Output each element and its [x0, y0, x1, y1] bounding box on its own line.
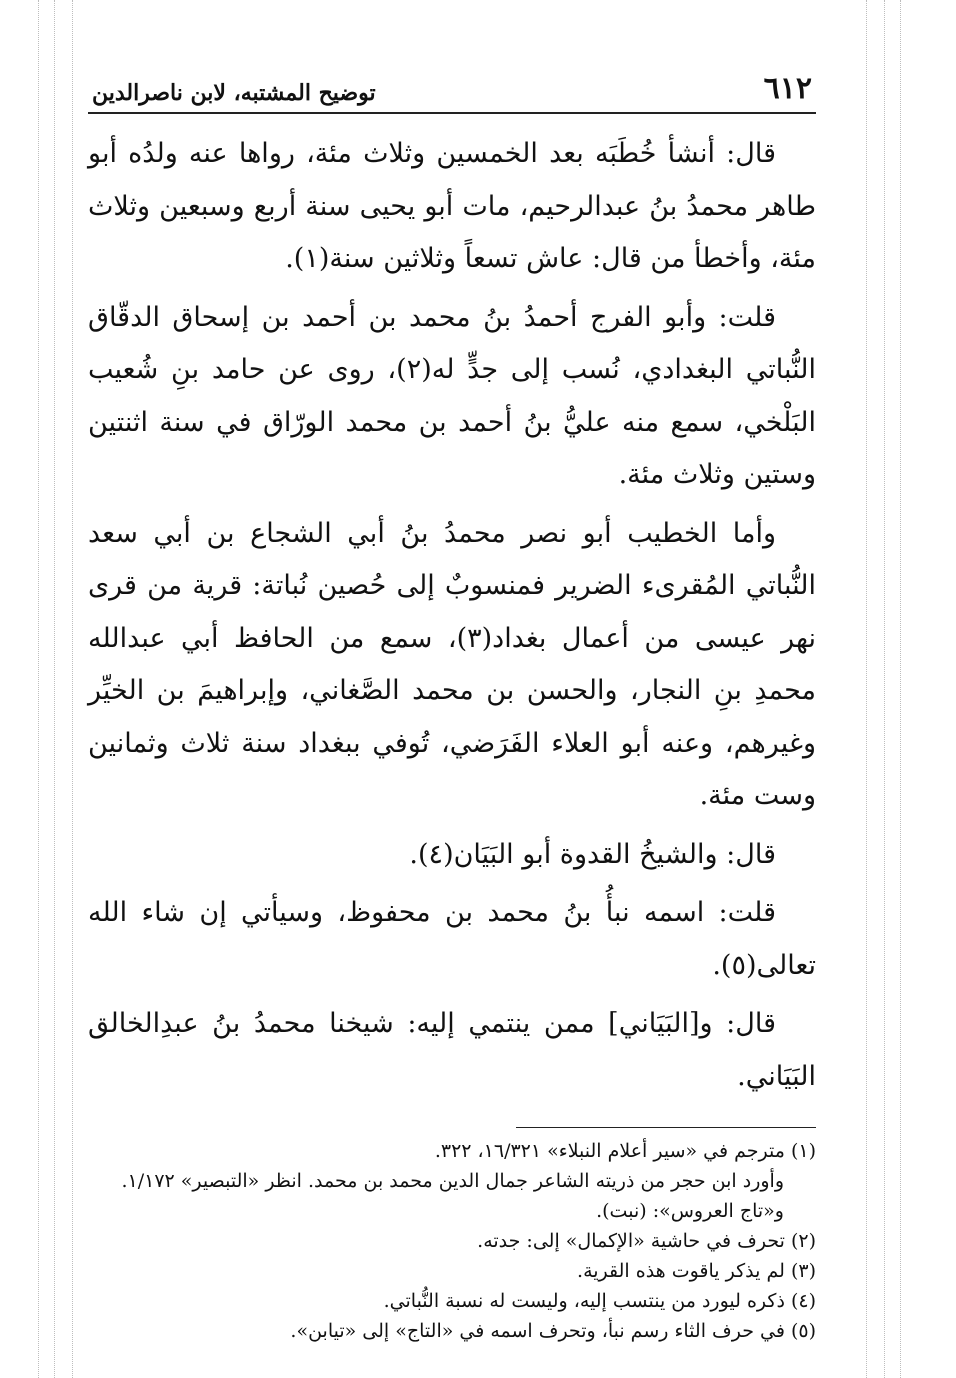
margin-guide-line: [866, 0, 867, 1378]
paragraph: قلت: اسمه نبأُ بنُ محمد بن محفوظ، وسيأتي إن شاء الله تعالى(٥).: [88, 897, 816, 981]
margin-guide-line: [38, 0, 39, 1378]
paragraph: قال: والشيخُ القدوة أبو البَيَان(٤).: [409, 838, 776, 870]
margin-guide-line: [884, 0, 885, 1378]
running-title: توضيح المشتبه، لابن ناصرالدين: [92, 80, 376, 106]
footnote: (٢) تحرف في حاشية «الإكمال» إلى: جدته.: [477, 1230, 816, 1252]
paragraph: قال: أنشأ خُطَبَه بعد الخمسين وثلاث مئة، رواها عنه ولدُه أبو طاهر محمدُ بنُ عبدالرحيم، مات أبو يحيى سنة أربع وسبعين وثلاث مئة، وأخطأ من قال: عاش تسعاً وثلاثين سنة(١).: [88, 138, 816, 274]
footnote: (١) مترجم في «سير أعلام النبلاء» ١٦/٣٢١، ٣٢٢.: [434, 1140, 816, 1162]
footnote: (٤) ذكره ليورد من ينتسب إليه، وليست له نسبة النُّباتي.: [383, 1290, 816, 1312]
page-number: ٦١٢: [763, 71, 812, 106]
paragraph: وأما الخطيب أبو نصر محمدُ بنُ أبي الشجاع بن أبي سعد النُّباتي المُقرىء الضرير فمنسوبٌ إلى حُصين نُباتة: قرية من قرى نهر عيسى من أعمال بغداد(٣)، سمع من الحافظ أبي عبدالله محمدِ بنِ النجار، والحسن بن محمد الصَّغاني، وإبراهيمَ بن الخيِّر وغيرهم، وعنه أبو العلاء الفَرَضي، تُوفي ببغداد سنة ثلاث وثمانين وست مئة.: [88, 517, 816, 811]
paragraph: قلت: وأبو الفرج أحمدُ بنُ محمد بن أحمد بن إسحاق الدقّاق النُّباتي البغدادي، نُسب إلى جدٍّ له(٢)، روى عن حامد بنِ شُعيب البَلْخي، سمع منه عليُّ بنُ أحمد بن محمد الورّاق في سنة اثنتين وستين وثلاث مئة.: [88, 301, 816, 490]
footnote: (٣) لم يذكر ياقوت هذه القرية.: [577, 1260, 816, 1282]
page-header: [88, 62, 816, 114]
footnotes: [88, 1136, 816, 1346]
footnote-separator: [516, 1127, 816, 1128]
footnote-continuation: وأورد ابن حجر من ذريته الشاعر جمال الدين محمد بن محمد. انظر «التبصير» ١/١٧٢. و«تاج العروس»: (نبت).: [121, 1170, 784, 1222]
main-text: [88, 128, 816, 1103]
book-page: [88, 62, 816, 1342]
margin-guide-line: [72, 0, 73, 1378]
paragraph: قال: و[البَيَاني] ممن ينتمي إليه: شيخنا محمدُ بنُ عبدِالخالق البَيَاني.: [88, 1008, 816, 1092]
margin-guide-line: [54, 0, 55, 1378]
footnote: (٥) في حرف الثاء رسم نبأ، وتحرف اسمه في «التاج» إلى «تيابن».: [290, 1320, 816, 1342]
margin-guide-line: [900, 0, 901, 1378]
